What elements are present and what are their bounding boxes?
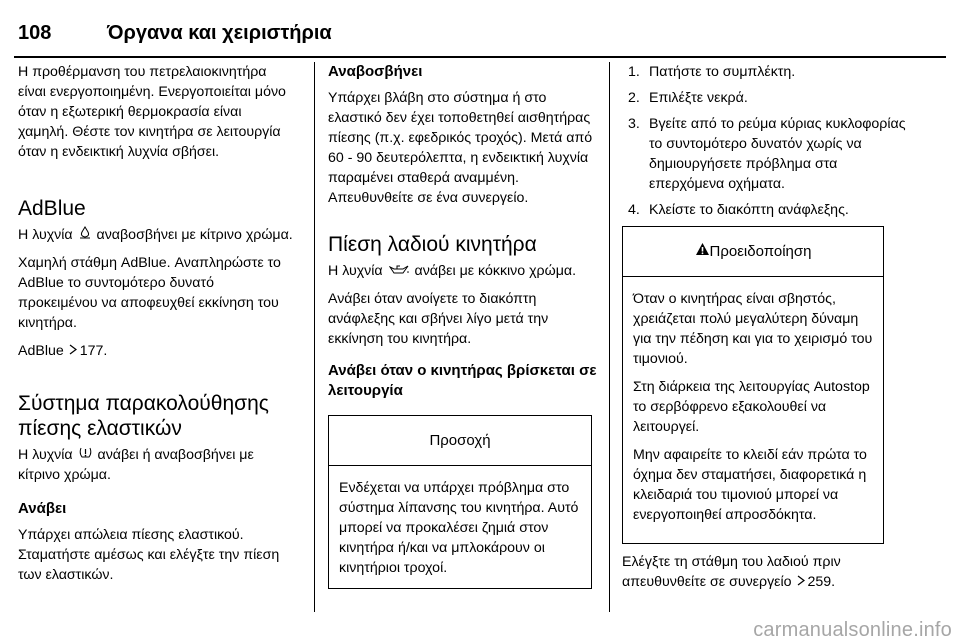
warning-text-1: Όταν ο κινητήρας είναι σβηστός, χρειάζεται πολύ μεγαλύτερη δύναμη για την πέδηση και για το χειρισμό του τιμονιού.	[633, 291, 873, 367]
list-item: 1. Πατήστε το συμπλέκτη.	[628, 64, 796, 80]
column-2	[328, 62, 604, 589]
engine-running-heading: Ανάβει όταν ο κινητήρας βρίσκεται σε λειτουργία	[328, 362, 597, 399]
list-item: 3. Βγείτε από το ρεύμα κύριας κυκλοφορίας το συντομότερο δυνατόν χωρίς να δημιουργήσετε πρόβλημα στα επερχόμενα οχήματα.	[628, 116, 906, 192]
tpms-paragraph: Η λυχνία ανάβει ή αναβοσβήνει με κίτρινο χρώμα.	[18, 447, 254, 483]
adblue-paragraph-2: Χαμηλή στάθμη AdBlue. Αναπληρώστε το AdBlue το συντομότερο δυνατό προκειμένου να αποφευχθεί εκκίνηση του κινητήρα.	[18, 255, 281, 331]
warning-heading: Προειδοποίηση	[709, 243, 812, 260]
adblue-reference: AdBlue 177.	[18, 343, 108, 359]
running-title: Όργανα και χειριστήρια	[107, 22, 332, 44]
page-header	[0, 0, 960, 56]
list-item: 2. Επιλέξτε νεκρά.	[628, 90, 748, 106]
header-rule	[14, 56, 946, 58]
final-paragraph: Ελέγξτε τη στάθμη του λαδιού πριν απευθυνθείτε σε συνεργείο 259.	[622, 554, 841, 590]
caution-heading: Προσοχή	[329, 416, 591, 466]
warning-text-3: Μην αφαιρείτε το κλειδί εάν πρώτα το όχημα δεν σταματήσει, διαφορετικά η κλειδαριά του τιμονιού μπορεί να ενεργοποιηθεί απροσδόκητα.	[633, 447, 867, 523]
page-reference-icon	[796, 572, 806, 592]
tpms-heading: Σύστημα παρακολούθησης πίεσης ελαστικών	[18, 392, 269, 440]
column-divider	[609, 62, 610, 612]
lit-heading: Ανάβει	[18, 500, 67, 517]
warning-triangle-icon	[695, 242, 710, 262]
warning-header	[623, 227, 883, 277]
list-item: 4. Κλείστε το διακόπτη ανάφλεξης.	[628, 202, 849, 218]
lit-paragraph: Υπάρχει απώλεια πίεσης ελαστικού. Σταματήστε αμέσως και ελέγξτε την πίεση των ελαστικών.	[18, 527, 280, 583]
preheat-paragraph: Η προθέρμανση του πετρελαιοκινητήρα είναι ενεργοποιημένη. Ενεργοποιείται μόνο όταν η εξωτερική θερμοκρασία είναι χαμηλή. Θέστε τον κινητήρα σε λειτουργία όταν η ενδεικτική λυχνία σβήσει.	[18, 64, 286, 160]
oil-paragraph-2: Ανάβει όταν ανοίγετε το διακόπτη ανάφλεξης και σβήνει λίγο μετά την εκκίνηση του κινητήρα.	[328, 291, 549, 347]
caution-box	[328, 415, 592, 589]
caution-text: Ενδέχεται να υπάρχει πρόβλημα στο σύστημα λίπανσης του κινητήρα. Αυτό μπορεί να προκαλέσει ζημιά στον κινητήρα ή/και να μπλοκάρουν οι κινητήριοι τροχοί.	[339, 480, 579, 576]
page-reference-icon	[68, 341, 78, 361]
tire-pressure-icon	[79, 445, 92, 465]
watermark: carmanualsonline.info	[753, 619, 952, 641]
page-number: 108	[18, 22, 52, 44]
flashing-paragraph: Υπάρχει βλάβη στο σύστημα ή στο ελαστικό δεν έχει τοποθετηθεί αισθητήρας πίεσης (π.χ. εφεδρικός τροχός). Μετά από 60 - 90 δευτερόλεπτα, η ενδεικτική λυχνία παραμένει σταθερά αναμμένη. Απευθυνθείτε σε ένα συνεργείο.	[328, 90, 593, 206]
adblue-heading: AdBlue	[18, 197, 86, 220]
oil-can-icon	[389, 261, 409, 281]
oil-paragraph-1: Η λυχνία ανάβει με κόκκινο χρώμα.	[328, 263, 577, 279]
warning-text-2: Στη διάρκεια της λειτουργίας Autostop το σερβόφρενο εξακολουθεί να λειτουργεί.	[633, 379, 870, 435]
warning-box	[622, 226, 884, 544]
column-divider	[314, 62, 315, 612]
adblue-warning-icon	[79, 225, 91, 245]
adblue-paragraph-1: Η λυχνία αναβοσβήνει με κίτρινο χρώμα.	[18, 227, 293, 243]
column-3	[622, 62, 910, 592]
flashing-heading: Αναβοσβήνει	[328, 63, 423, 80]
oil-pressure-heading: Πίεση λαδιού κινητήρα	[328, 233, 537, 256]
steps-list	[622, 62, 910, 220]
column-1	[18, 62, 294, 585]
